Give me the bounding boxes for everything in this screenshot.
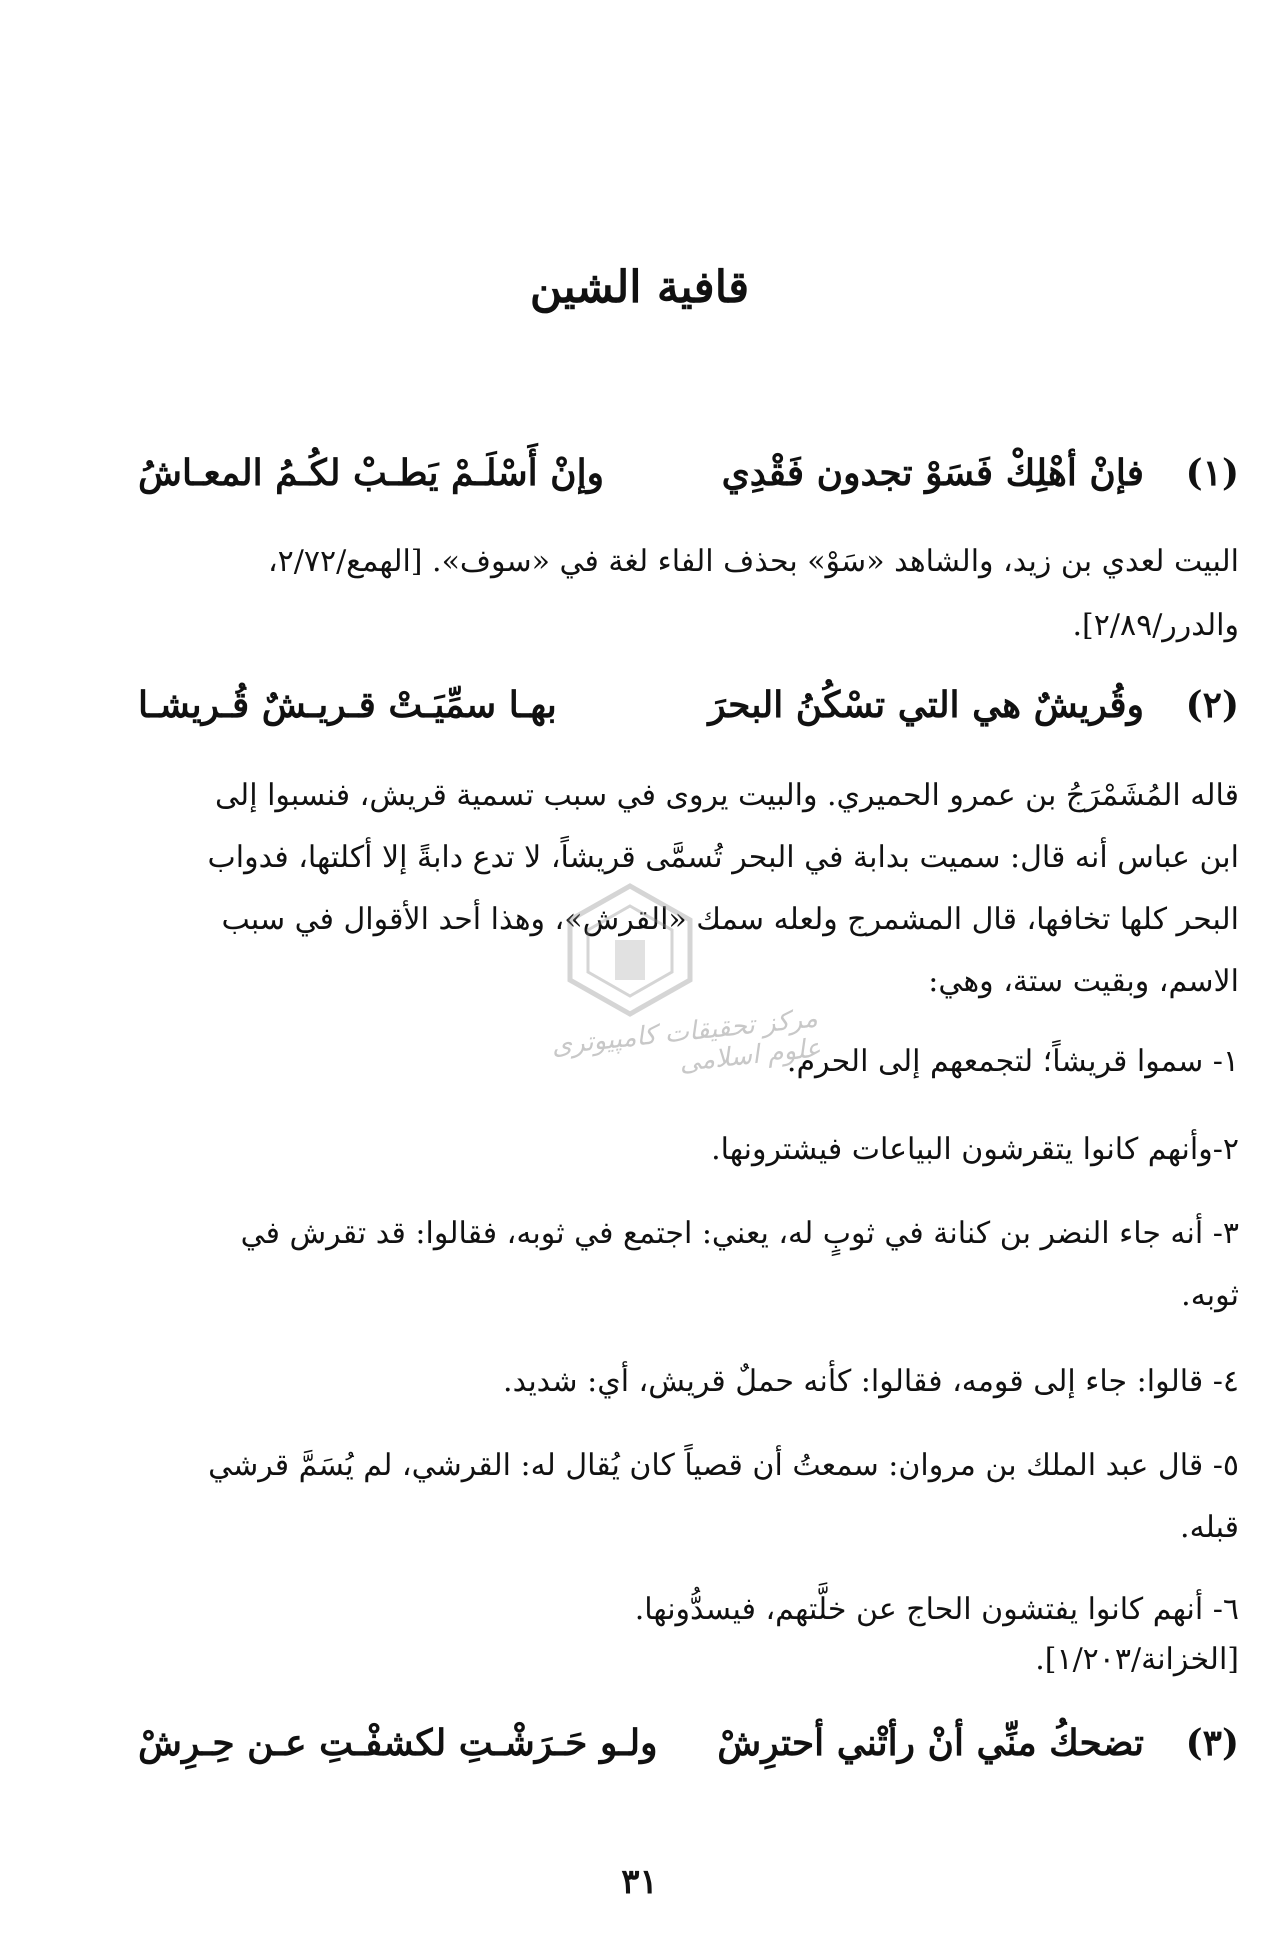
note-line: الاسم، وبقيت ستة، وهي: bbox=[928, 964, 1239, 999]
page-number: ٣١ bbox=[621, 1862, 658, 1902]
verse-number: (٢) bbox=[1185, 684, 1239, 726]
list-item: ٤- قالوا: جاء إلى قومه، فقالوا: كأنه حملٌ قريش، أي: شديد. bbox=[503, 1364, 1239, 1399]
note-line: ابن عباس أنه قال: سميت بدابة في البحر تُسمَّى قريشاً، لا تدع دابةً إلا أكلتها، فدواب bbox=[207, 840, 1239, 875]
reference: [الخزانة/١/٢٠٣]. bbox=[1035, 1642, 1239, 1677]
verse-hemistich-1: فإنْ أهْلِكْ فَسَوْ تجدون فَقْدِي bbox=[721, 452, 1144, 494]
note-line: البحر كلها تخافها، قال المشمرج ولعله سمك «القرش»، وهذا أحد الأقوال في سبب bbox=[221, 902, 1239, 937]
note-line: البيت لعدي بن زيد، والشاهد «سَوْ» بحذف الفاء لغة في «سوف». [الهمع/٢/٧٢، bbox=[267, 544, 1239, 579]
verse-number: (١) bbox=[1185, 452, 1239, 494]
verse-3 bbox=[138, 1722, 1239, 1778]
library-stamp-icon bbox=[560, 880, 700, 1020]
list-item: ٣- أنه جاء النضر بن كنانة في ثوبٍ له، يعني: اجتمع في ثوبه، فقالوا: قد تقرش في bbox=[240, 1216, 1239, 1251]
verse-hemistich-1: تضحكُ منِّي أنْ رأتْني أحترِشْ bbox=[717, 1722, 1144, 1764]
note-line: قاله المُشَمْرَجُ بن عمرو الحميري. والبيت يروى في سبب تسمية قريش، فنسبوا إلى bbox=[215, 778, 1239, 813]
verse-hemistich-2: بهـا سمِّيَـتْ قـريـشٌ قُـريشـا bbox=[138, 684, 557, 726]
verse-2 bbox=[138, 684, 1239, 740]
list-item-continuation: ثوبه. bbox=[1181, 1278, 1239, 1313]
verse-number: (٣) bbox=[1185, 1722, 1239, 1764]
verse-hemistich-2: وإنْ أَسْلَـمْ يَطـبْ لكُـمُ المعـاشُ bbox=[138, 452, 604, 494]
note-line: والدرر/٢/٨٩]. bbox=[1072, 608, 1239, 643]
list-item: ٥- قال عبد الملك بن مروان: سمعتُ أن قصياً كان يُقال له: القرشي، لم يُسَمَّ قرشي bbox=[208, 1448, 1239, 1483]
list-item: ١- سموا قريشاً؛ لتجمعهم إلى الحرم. bbox=[786, 1044, 1239, 1079]
list-item: ٦- أنهم كانوا يفتشون الحاج عن خلَّتهم، فيسدُّونها. bbox=[634, 1592, 1239, 1627]
verse-hemistich-1: وقُريشٌ هي التي تسْكُنُ البحرَ bbox=[708, 684, 1144, 726]
verse-1 bbox=[138, 452, 1239, 508]
list-item-continuation: قبله. bbox=[1180, 1510, 1239, 1545]
list-item: ٢-وأنهم كانوا يتقرشون البياعات فيشترونها. bbox=[711, 1132, 1239, 1167]
section-title: قافية الشين bbox=[529, 262, 750, 313]
verse-hemistich-2: ولـو حَـرَشْـتِ لكشفْـتِ عـن حِـرِشْ bbox=[138, 1722, 658, 1764]
watermark-text: مرکز تحقیقات کامپیوتری علوم اسلامی bbox=[550, 1003, 823, 1078]
